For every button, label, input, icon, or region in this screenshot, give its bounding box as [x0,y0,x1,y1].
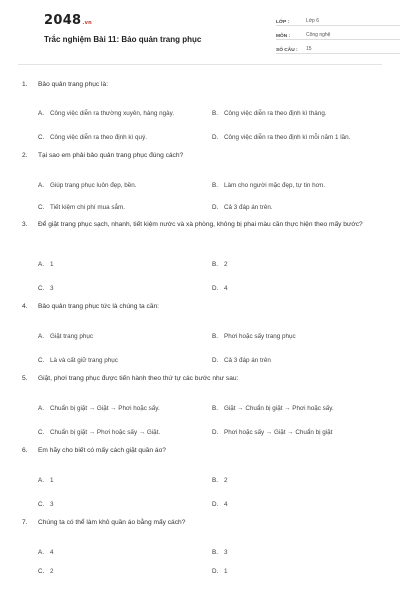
question-number: 1. [22,81,28,88]
question-item [22,446,380,518]
answer-options [38,542,380,580]
option-text: Công việc diễn ra thường xuyên, hàng ngày. [50,109,175,117]
option-text: 3 [50,500,54,508]
answer-option[interactable] [212,254,386,274]
option-text: 4 [224,500,228,508]
answer-option[interactable] [38,398,212,418]
question-number: 6. [22,447,28,454]
option-text: Tiết kiệm chi phí mua sắm. [50,204,126,211]
answer-option[interactable] [38,490,212,518]
answer-option[interactable] [212,398,386,418]
quiz-meta [276,14,400,56]
meta-label: SỐ CÂU : [276,48,298,53]
option-letter: D. [212,428,219,436]
answer-option[interactable] [38,562,212,580]
answer-option[interactable] [212,470,386,490]
option-letter: C. [38,133,45,141]
option-text: 1 [50,476,54,484]
meta-label: MÔN : [276,34,291,39]
answer-option[interactable] [212,562,386,580]
answer-option[interactable] [38,103,212,123]
option-letter: A. [38,476,44,484]
question-text-row [22,446,380,456]
option-letter: D. [212,500,219,508]
option-letter: C. [38,204,45,211]
answer-option[interactable] [212,274,386,302]
page-title: Trắc nghiệm Bài 11: Bảo quản trang phục [44,35,202,44]
option-letter: D. [212,284,219,292]
question-number: 7. [22,519,28,526]
logo-main: 2048 [44,13,82,28]
option-letter: B. [212,404,218,412]
answer-option[interactable] [38,175,212,195]
question-text-row [22,374,380,384]
option-text: 2 [224,476,228,484]
option-text: 4 [224,284,228,292]
question-number: 2. [22,152,28,159]
answer-option[interactable] [212,490,386,518]
option-letter: A. [38,404,44,412]
answer-option[interactable] [212,542,386,562]
option-text: Phơi hoặc sấy trang phục [224,332,296,340]
question-text-row [22,151,380,161]
option-text: 1 [224,567,228,575]
site-logo[interactable] [44,13,92,28]
option-letter: C. [38,500,45,508]
answer-option[interactable] [38,346,212,374]
option-letter: A. [38,548,44,556]
answer-options [38,175,380,220]
answer-option[interactable] [212,123,386,151]
option-letter: B. [212,181,218,189]
option-letter: A. [38,109,44,117]
question-text-row [22,80,380,90]
question-text: Chúng ta có thể làm khô quần áo bằng mấy cách? [38,519,186,526]
question-text-row [22,220,380,240]
answer-option[interactable] [38,542,212,562]
meta-label: LỚP : [276,20,290,25]
option-letter: A. [38,181,44,189]
answer-option[interactable] [212,195,386,220]
question-text: Giặt, phơi trang phục được tiến hành theo thứ tự các bước như sau: [38,375,239,382]
answer-option[interactable] [212,175,386,195]
question-number: 3. [22,221,28,228]
option-text: Giặt trang phục [50,332,94,340]
option-text: 4 [50,548,54,556]
option-text: Làm cho người mặc đẹp, tự tin hơn. [224,181,326,189]
question-text: Em hãy cho biết có mấy cách giặt quần áo? [38,447,166,454]
question-number: 5. [22,375,28,382]
answer-option[interactable] [38,274,212,302]
meta-value: Công nghệ [306,32,331,38]
option-letter: C. [38,284,45,292]
answer-options [38,326,380,374]
question-text-row [22,302,380,312]
question-item [22,80,380,151]
option-text: Cả 3 đáp án trên. [224,204,273,211]
question-item [22,220,380,302]
option-text: Công việc diễn ra theo định kì mỗi năm 1 lần. [224,133,351,141]
answer-options [38,398,380,446]
option-text: Chuẩn bị giặt → Giặt → Phơi hoặc sấy. [50,404,160,412]
option-text: Giúp trang phục luôn đẹp, bền. [50,181,137,189]
header-divider [18,64,382,65]
page-header [22,0,382,62]
option-text: 2 [224,260,228,268]
question-item [22,302,380,374]
answer-option[interactable] [38,195,212,220]
meta-row-subject [276,28,400,40]
option-text: Là và cất giữ trang phục [50,356,118,364]
option-text: Giặt → Chuẩn bị giặt → Phơi hoặc sấy. [224,404,334,412]
meta-row-class [276,14,400,26]
option-text: 3 [50,284,54,292]
option-letter: C. [38,428,45,436]
option-text: Cả 3 đáp án trên [224,356,271,364]
question-text-row [22,518,380,528]
option-text: Phơi hoặc sấy → Giặt → Chuẩn bị giặt [224,428,333,436]
option-letter: A. [38,260,44,268]
answer-option[interactable] [212,346,386,374]
answer-option[interactable] [212,103,386,123]
option-letter: B. [212,260,218,268]
question-text: Tại sao em phải bảo quản trang phục đúng cách? [38,152,184,159]
question-list [22,80,380,580]
option-letter: B. [212,548,218,556]
answer-option[interactable] [212,326,386,346]
answer-option[interactable] [38,254,212,274]
answer-option[interactable] [38,326,212,346]
question-item [22,518,380,580]
option-letter: D. [212,356,219,364]
option-letter: B. [212,332,218,340]
option-letter: C. [38,356,45,364]
option-text: Công việc diễn ra theo định kì tháng. [224,109,327,117]
question-item [22,151,380,220]
question-text: Để giặt trang phục sạch, nhanh, tiết kiệm nước và xà phòng, không bị phai màu cần thực hiện theo mấy bước? [38,221,363,228]
option-text: 1 [50,260,54,268]
question-number: 4. [22,303,28,310]
question-text: Bảo quản trang phục là: [38,81,109,88]
question-text: Bảo quản trang phục tức là chúng ta cần: [38,303,159,310]
option-letter: D. [212,567,219,575]
question-item [22,374,380,446]
answer-option[interactable] [38,123,212,151]
answer-options [38,470,380,518]
logo-suffix: .vn [82,20,93,26]
option-letter: D. [212,204,219,211]
option-letter: B. [212,476,218,484]
answer-option[interactable] [212,418,386,446]
option-text: 2 [50,567,54,575]
option-letter: D. [212,133,219,141]
option-text: Chuẩn bị giặt → Phơi hoặc sấy → Giặt. [50,428,161,436]
answer-option[interactable] [38,470,212,490]
meta-value: Lớp 6 [306,18,320,24]
answer-options [38,254,380,302]
meta-row-count [276,42,400,54]
meta-value: 15 [306,46,312,52]
option-text: Công việc diễn ra theo định kì quý. [50,133,147,141]
answer-options [38,103,380,151]
option-letter: B. [212,109,218,117]
option-letter: C. [38,567,45,575]
option-letter: A. [38,332,44,340]
answer-option[interactable] [38,418,212,446]
option-text: 3 [224,548,228,556]
